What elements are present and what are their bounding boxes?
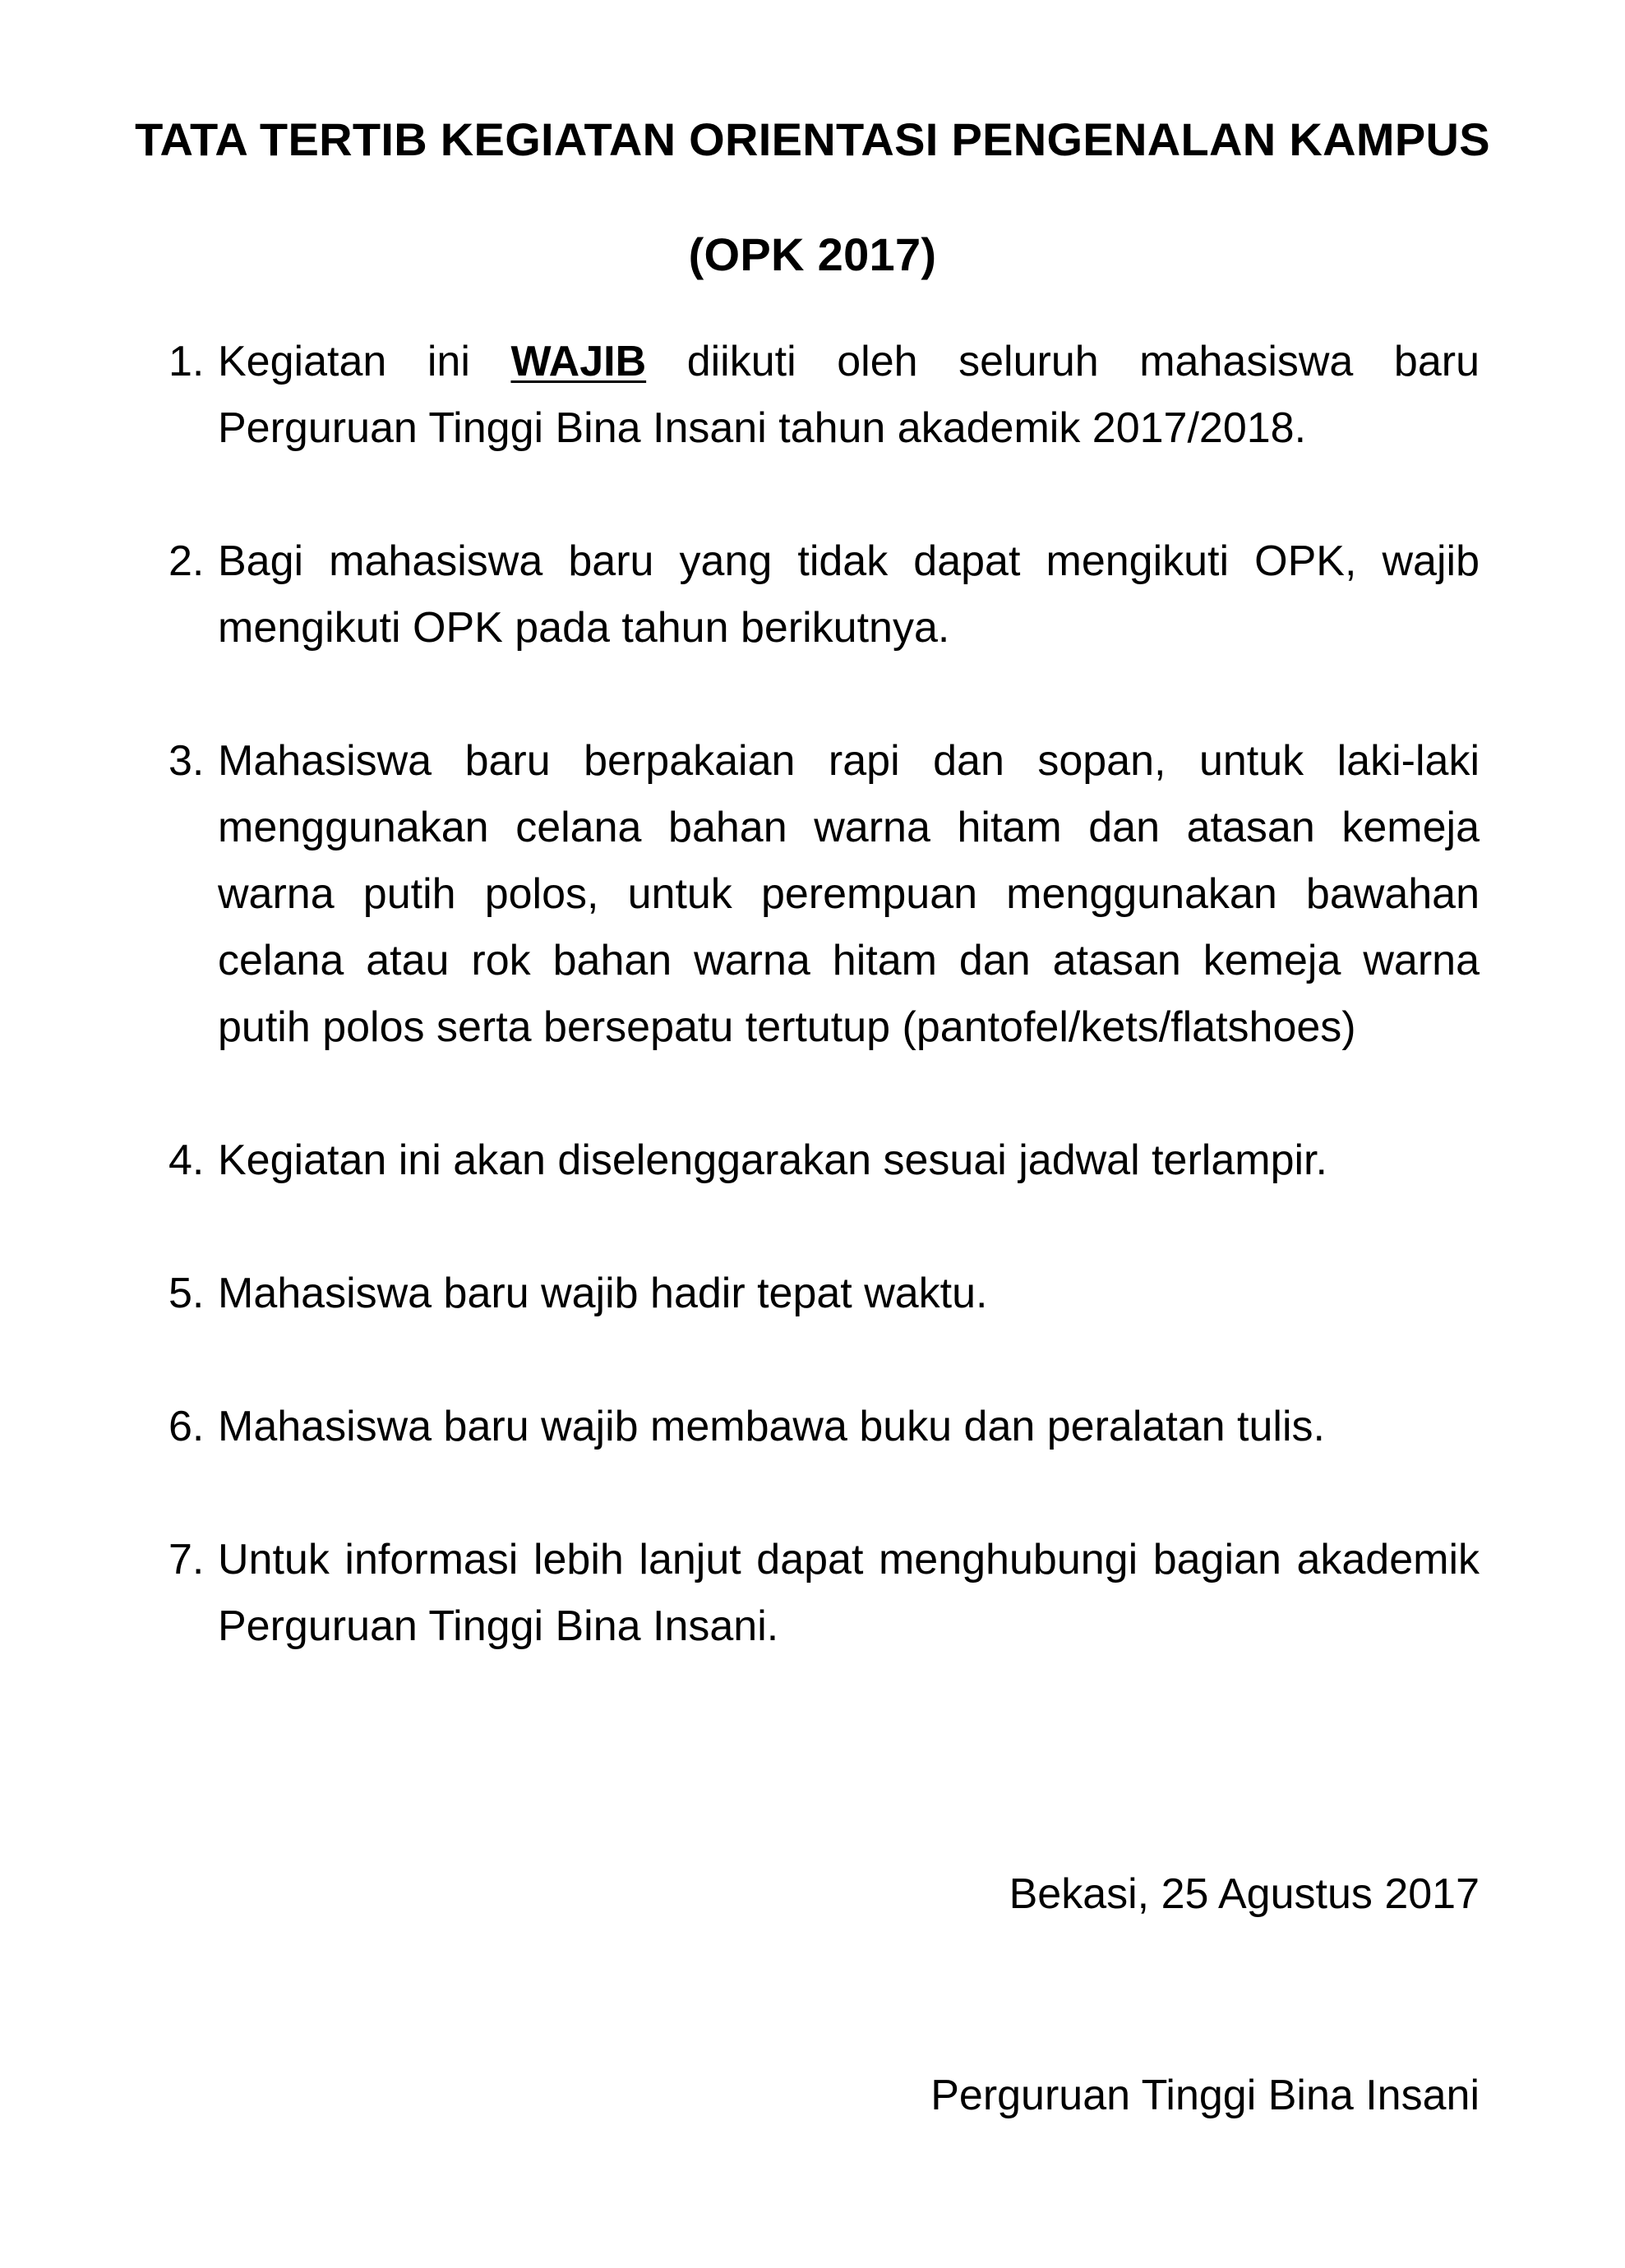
rule-text: Mahasiswa baru berpakaian rapi dan sopan, untuk laki-laki menggunakan celana bahan warna hitam dan atasan kemeja warna putih polos, untuk perempuan menggunakan bawahan celana atau rok bahan warna hitam dan atasan kemeja warna putih polos serta bersepatu tertutup (pantofel/kets/flatshoes) [218, 737, 1480, 1051]
document-title: TATA TERTIB KEGIATAN ORIENTASI PENGENALAN KAMPUS [135, 113, 1490, 165]
rule-number: 4. [169, 1136, 205, 1184]
rule-item [169, 1261, 1480, 1327]
rule-number: 3. [169, 737, 205, 785]
rule-text: Untuk informasi lebih lanjut dapat menghubungi bagian akademik Perguruan Tinggi Bina Insani. [218, 1536, 1480, 1650]
rule-item [169, 1394, 1480, 1460]
rule-text: Mahasiswa baru wajib membawa buku dan peralatan tulis. [218, 1403, 1325, 1450]
rule-item [169, 528, 1480, 662]
rule-text: Bagi mahasiswa baru yang tidak dapat mengikuti OPK, wajib mengikuti OPK pada tahun berikutnya. [218, 537, 1480, 652]
rule-item [169, 329, 1480, 462]
rule-item [169, 1127, 1480, 1194]
rule-emphasis: WAJIB [510, 338, 647, 385]
rule-text-part: Kegiatan ini [218, 338, 511, 385]
rule-number: 6. [169, 1403, 205, 1450]
rule-number: 2. [169, 537, 205, 585]
rule-number: 1. [169, 338, 205, 385]
rule-text: Kegiatan ini akan diselenggarakan sesuai jadwal terlampir. [218, 1136, 1327, 1184]
rule-text-part: diikuti oleh seluruh mahasiswa baru Perguruan Tinggi Bina Insani tahun akademik 2017/2018. [218, 338, 1480, 452]
rule-text [218, 329, 1480, 462]
rules-list [169, 329, 1480, 1660]
rule-number: 5. [169, 1270, 205, 1317]
document-subtitle: (OPK 2017) [688, 228, 937, 280]
place-date: Bekasi, 25 Agustus 2017 [1009, 1870, 1480, 1918]
rule-item [169, 728, 1480, 1061]
rule-number: 7. [169, 1536, 205, 1583]
signatory: Perguruan Tinggi Bina Insani [930, 2072, 1480, 2119]
rule-text: Mahasiswa baru wajib hadir tepat waktu. [218, 1270, 988, 1317]
rule-item [169, 1527, 1480, 1660]
